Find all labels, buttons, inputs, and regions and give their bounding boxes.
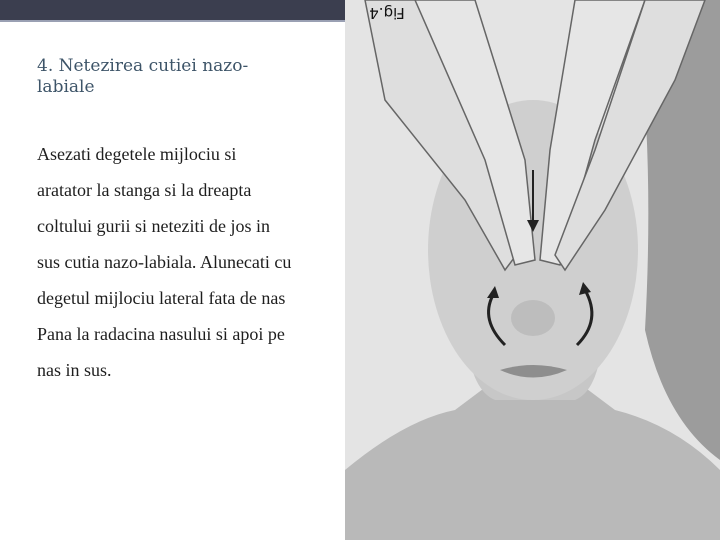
header-bar xyxy=(0,0,345,20)
slide-body-text: Asezati degetele mijlociu si aratator la stanga si la dreapta coltului gurii si neteziti de jos in sus cutia nazo-labiala. Alunecati cu degetul mijlociu lateral fata de nas Pana la radacina nasului si apoi pe nas in sus. xyxy=(37,144,292,380)
slide-title: 4. Netezirea cutiei nazo- labiale xyxy=(37,56,249,97)
face-illustration xyxy=(345,0,720,540)
header-accent-line xyxy=(0,20,345,22)
face-massage-photo xyxy=(345,0,720,540)
figure-label: Fig.4 xyxy=(369,4,405,22)
